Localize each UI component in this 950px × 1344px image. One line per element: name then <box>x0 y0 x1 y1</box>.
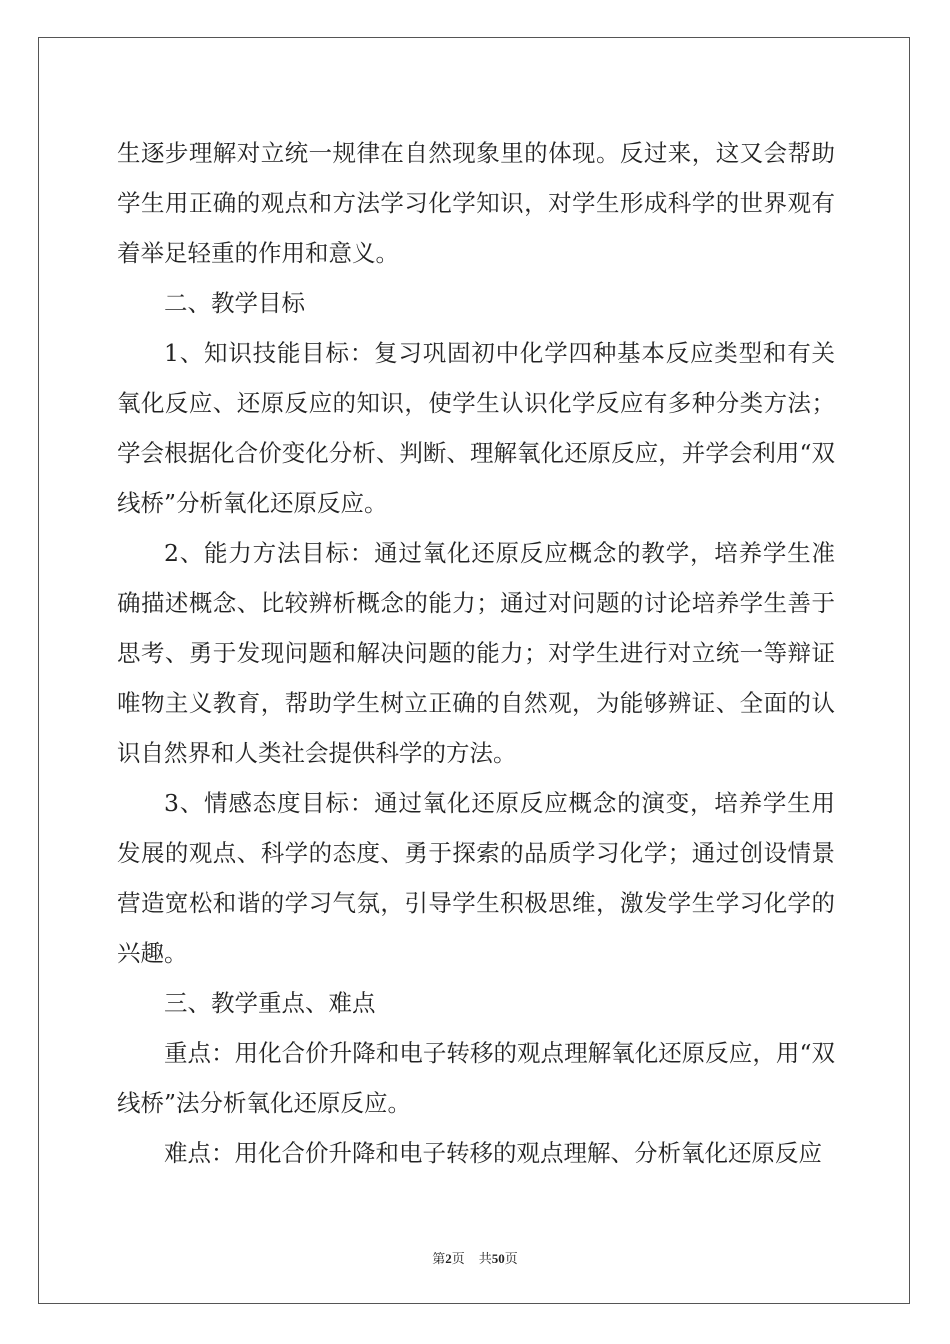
paragraph-emotion-objective: 3、情感态度目标：通过氧化还原反应概念的演变，培养学生用发展的观点、科学的态度、勇于探索的品质学习化学；通过创设情景营造宽松和谐的学习气氛，引导学生积极思维，激发学生学习化学的兴趣。 <box>117 789 835 967</box>
page-footer <box>0 1248 950 1267</box>
paragraph-difficult-point: 难点：用化合价升降和电子转移的观点理解、分析氧化还原反应 <box>164 1139 822 1167</box>
total-prefix: 共 <box>478 1251 492 1266</box>
paragraph-continuation: 生逐步理解对立统一规律在自然现象里的体现。反过来，这又会帮助学生用正确的观点和方法学习化学知识，对学生形成科学的世界观有着举足轻重的作用和意义。 <box>117 139 835 267</box>
section-heading-objectives: 二、教学目标 <box>164 289 305 317</box>
paragraph-key-point: 重点：用化合价升降和电子转移的观点理解氧化还原反应，用“双线桥”法分析氧化还原反应。 <box>117 1039 835 1117</box>
page-number: 2 <box>445 1251 452 1266</box>
section-heading-key-points: 三、教学重点、难点 <box>164 989 376 1017</box>
paragraph-knowledge-objective: 1、知识技能目标：复习巩固初中化学四种基本反应类型和有关氧化反应、还原反应的知识，使学生认识化学反应有多种分类方法；学会根据化合价变化分析、判断、理解氧化还原反应，并学会利用“双线桥”分析氧化还原反应。 <box>117 339 835 517</box>
document-body <box>117 128 835 1178</box>
total-suffix: 页 <box>504 1251 518 1266</box>
paragraph-ability-objective: 2、能力方法目标：通过氧化还原反应概念的教学，培养学生准确描述概念、比较辨析概念的能力；通过对问题的讨论培养学生善于思考、勇于发现问题和解决问题的能力；对学生进行对立统一等辩证唯物主义教育，帮助学生树立正确的自然观，为能够辨证、全面的认识自然界和人类社会提供科学的方法。 <box>117 539 835 767</box>
total-pages: 50 <box>491 1251 505 1266</box>
page-suffix: 页 <box>451 1251 465 1266</box>
page-prefix: 第 <box>432 1251 446 1266</box>
